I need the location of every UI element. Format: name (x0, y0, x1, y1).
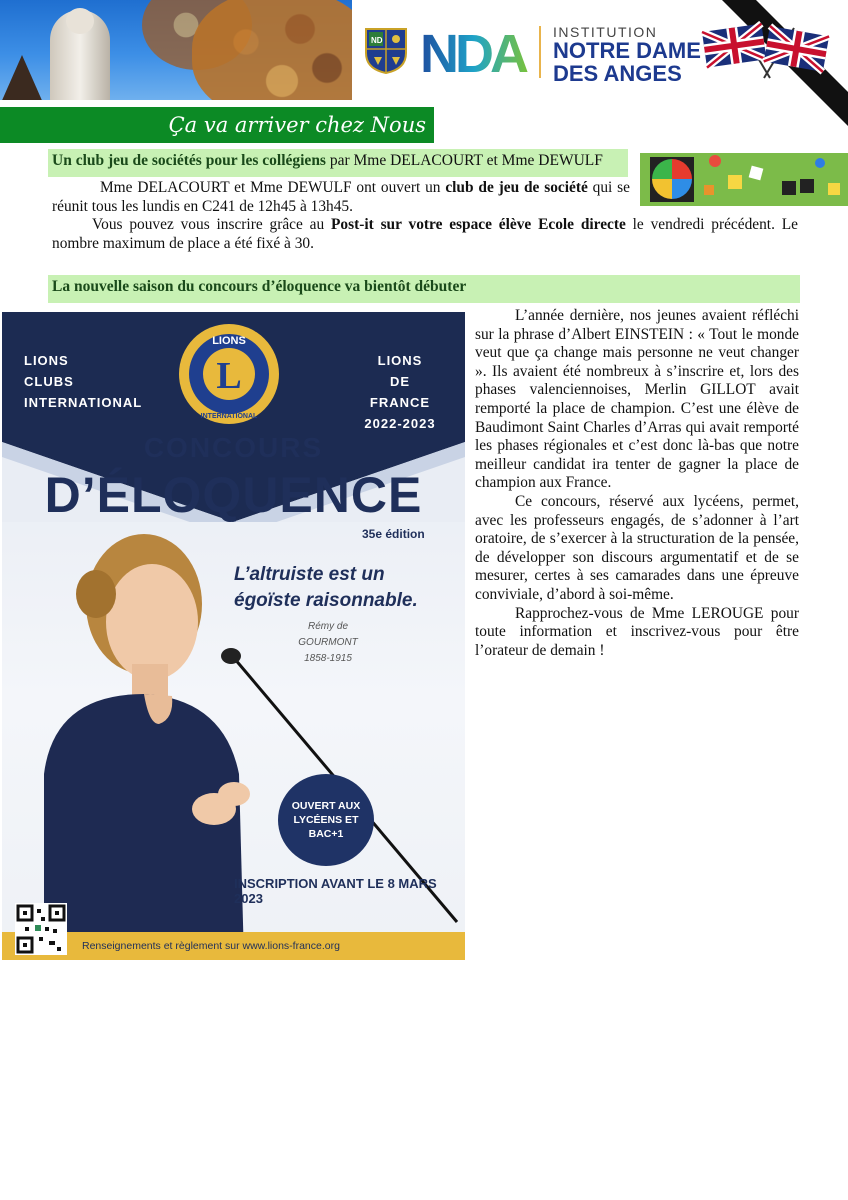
poster-lions-clubs-label: LIONS CLUBS INTERNATIONAL (24, 353, 143, 410)
school-name: NOTRE DAME DES ANGES (553, 38, 701, 86)
poster-deadline: INSCRIPTION AVANT LE 8 MARS 2023 (234, 876, 437, 906)
eloquence-paragraph-3: Rapprochez-vous de Mme LEROUGE pour toute information et inscrivez-vous pour être l’orateur de demain ! (475, 604, 799, 659)
institution-label: INSTITUTION (553, 24, 658, 40)
svg-text:NDA: NDA (420, 24, 525, 80)
crest-icon (364, 27, 408, 75)
crest-initials: ND (371, 36, 383, 45)
section-banner (0, 107, 434, 143)
poster-footer: Renseignements et règlement sur www.lions-france.org (2, 932, 465, 960)
poster-contest-title: CONCOURS (143, 432, 324, 463)
svg-text:INTERNATIONAL: INTERNATIONAL (200, 413, 258, 420)
club-heading-bold: Un club jeu de sociétés pour les collégiens (52, 152, 326, 169)
logo-divider (539, 26, 541, 78)
microphone-icon (2, 312, 465, 960)
banner-title: Ça va arriver chez Nous (168, 113, 426, 137)
club-paragraph-2: Vous pouvez vous inscrire grâce au Post-it sur votre espace élève Ecole directe le vendredi précédent. Le nombre maximum de place a été fixé à 30. (52, 216, 798, 252)
eloquence-paragraph-1: L’année dernière, nos jeunes avaient réfléchi sur la phrase d’Albert EINSTEIN : « Tout le monde veut que ça change mais personne ne veut changer ». Ils avaient été nombreux à s’inscrire et, lors des phases valenciennoises, Merlin GILLOT avait remporté la place de champion. C’est une élève de Baudimont Saint Charles d’Arras qui avait remporté les phases régionales et c’est donc là-bas que notre meilleur candidat ira tenter de gagner la place de champion aux France. (475, 307, 799, 492)
svg-text:LIONS: LIONS (212, 335, 246, 347)
header-photo (0, 0, 352, 100)
poster-edition: 35e édition (362, 527, 425, 541)
poster-main-title: D’ÉLOQUENCE (44, 467, 423, 523)
club-heading-authors: par Mme DELACOURT et Mme DEWULF (325, 152, 603, 169)
poster-quote-author: Rémy de GOURMONT 1858-1915 (298, 621, 358, 664)
poster-quote: L’altruiste est un égoïste raisonnable. (234, 564, 418, 611)
club-article-heading (48, 149, 628, 177)
poster-lions-france-label: LIONS DE FRANCE 2022-2023 (364, 353, 436, 431)
board-games-image (640, 153, 848, 206)
eloquence-article-body (475, 307, 799, 660)
uk-flags-icon (700, 18, 834, 82)
eligibility-badge: OUVERT AUX LYCÉENS ET BAC+1 (278, 774, 374, 866)
nda-logo (420, 22, 532, 80)
eloquence-article-heading: La nouvelle saison du concours d’éloquence va bientôt débuter (48, 275, 800, 303)
contest-poster (2, 312, 465, 960)
club-paragraph-1: Mme DELACOURT et Mme DEWULF ont ouvert un club de jeu de société qui se réunit tous les lundis en C241 de 12h45 à 13h45. (52, 179, 630, 215)
svg-text:L: L (216, 355, 242, 397)
eloquence-paragraph-2: Ce concours, réservé aux lycéens, permet, avec les professeurs engagés, de s’adonner à l’art oratoire, de s’exercer à la structuration de la pensée, de développer son discours argumentatif et de se mesurer, certes à ses camarades dans une épreuve conviviale, d’abord à soi-même. (475, 492, 799, 603)
qr-code-icon (15, 903, 67, 955)
